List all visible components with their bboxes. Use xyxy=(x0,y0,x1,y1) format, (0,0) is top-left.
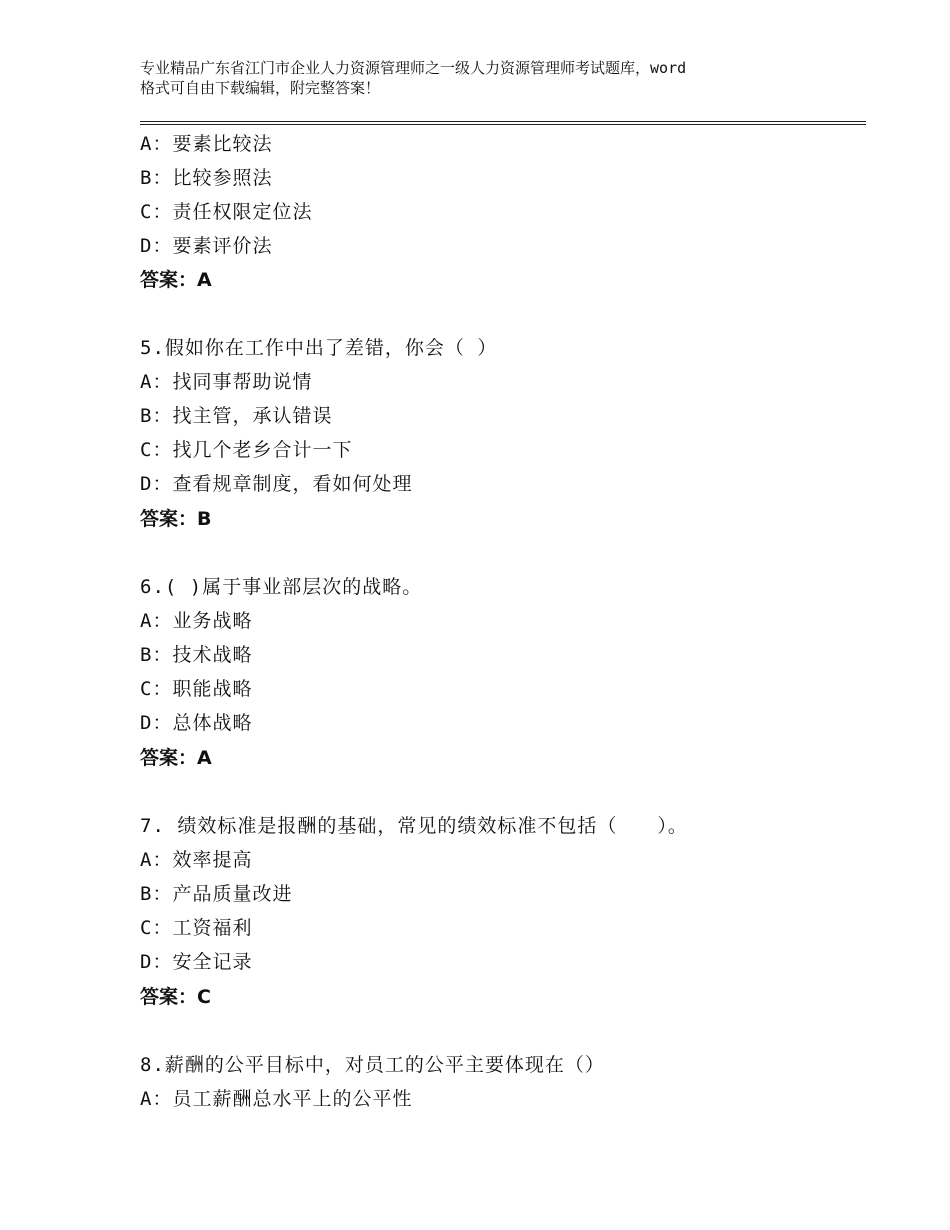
document-header xyxy=(140,58,840,98)
q6-option-a: A：业务战略 xyxy=(140,610,253,632)
q4-option-b: B：比较参照法 xyxy=(140,167,273,189)
header-line-1: 专业精品广东省江门市企业人力资源管理师之一级人力资源管理师考试题库，word xyxy=(140,59,687,77)
q7-answer: 答案：C xyxy=(140,986,211,1008)
q5-option-c: C：找几个老乡合计一下 xyxy=(140,439,353,461)
q8-option-a: A：员工薪酬总水平上的公平性 xyxy=(140,1088,413,1110)
header-divider-bottom xyxy=(140,124,866,125)
q7-option-b: B：产品质量改进 xyxy=(140,883,293,905)
q7-option-d: D：安全记录 xyxy=(140,951,253,973)
q8-question: 8.薪酬的公平目标中，对员工的公平主要体现在（） xyxy=(140,1054,605,1076)
header-line-2: 格式可自由下载编辑，附完整答案！ xyxy=(140,79,381,97)
q4-option-d: D：要素评价法 xyxy=(140,235,273,257)
q5-option-a: A：找同事帮助说情 xyxy=(140,371,313,393)
q5-option-d: D：查看规章制度，看如何处理 xyxy=(140,473,413,495)
q4-option-c: C：责任权限定位法 xyxy=(140,201,313,223)
q6-option-b: B：技术战略 xyxy=(140,644,253,666)
q5-question: 5.假如你在工作中出了差错，你会（ ） xyxy=(140,337,498,359)
q6-question: 6.( )属于事业部层次的战略。 xyxy=(140,576,423,598)
q6-option-d: D：总体战略 xyxy=(140,712,253,734)
q5-option-b: B：找主管，承认错误 xyxy=(140,405,333,427)
q4-option-a: A：要素比较法 xyxy=(140,133,273,155)
q5-answer: 答案：B xyxy=(140,508,212,530)
q6-answer: 答案：A xyxy=(140,747,212,769)
q4-answer: 答案：A xyxy=(140,269,212,291)
header-divider-top xyxy=(140,121,866,122)
q7-option-c: C：工资福利 xyxy=(140,917,253,939)
q7-option-a: A：效率提高 xyxy=(140,849,253,871)
q6-option-c: C：职能战略 xyxy=(140,678,253,700)
q7-question: 7. 绩效标准是报酬的基础，常见的绩效标准不包括（ ）。 xyxy=(140,815,688,837)
